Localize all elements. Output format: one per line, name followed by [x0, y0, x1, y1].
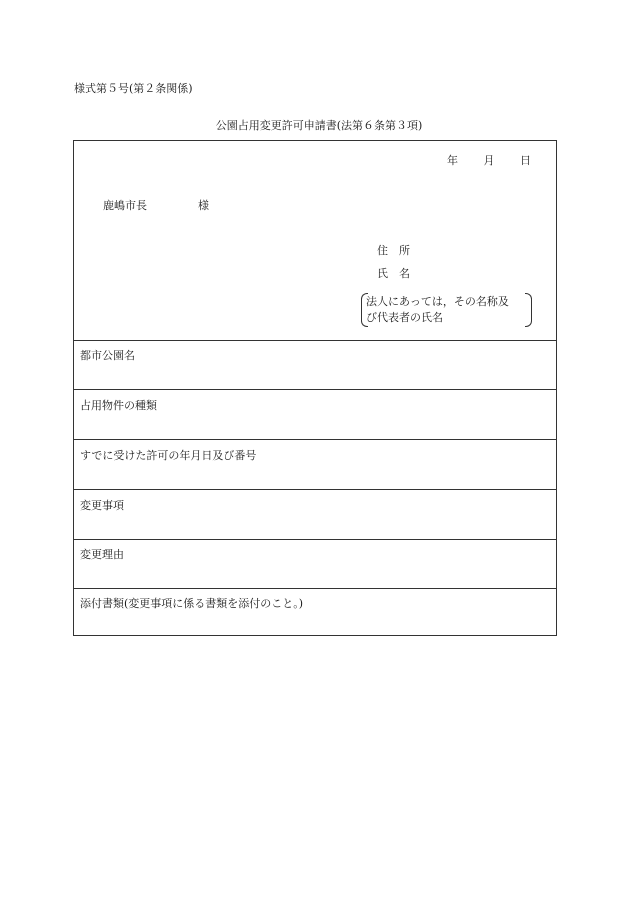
addressee-name: 鹿嶋市長: [103, 199, 147, 212]
addressee-honorific: 様: [198, 199, 209, 212]
field-row-change-items: [74, 490, 556, 540]
date-day-label: 日: [520, 154, 531, 167]
header-block: [74, 141, 556, 341]
date-line: [447, 152, 531, 168]
applicant-address-label: 住 所: [377, 244, 410, 257]
field-label: 占用物件の種類: [80, 399, 157, 412]
field-label: すでに受けた許可の年月日及び番号: [80, 449, 257, 462]
field-label: 都市公園名: [80, 349, 135, 362]
application-form-table: [73, 140, 557, 636]
field-label: 変更理由: [80, 548, 124, 561]
corporate-note: [366, 294, 530, 326]
corporate-note-line2: び代表者の氏名: [366, 311, 443, 324]
form-number: 様式第５号(第２条関係): [74, 82, 193, 95]
date-month-label: 月: [483, 154, 495, 167]
field-label: 添付書類(変更事項に係る書類を添付のこと。): [80, 597, 304, 610]
right-bracket: [525, 293, 532, 327]
field-row-attachments: [74, 588, 556, 636]
corporate-note-line1: 法人にあっては，その名称及: [366, 295, 509, 308]
field-row-prior-permit: [74, 440, 556, 490]
date-year-label: 年: [447, 154, 458, 167]
document-title: 公園占用変更許可申請書(法第６条第３項): [215, 119, 423, 132]
field-label: 変更事項: [80, 499, 124, 512]
field-row-occupied-object-type: [74, 390, 556, 440]
field-row-change-reason: [74, 539, 556, 589]
field-row-park-name: [74, 340, 556, 390]
applicant-name-label: 氏 名: [377, 267, 410, 280]
